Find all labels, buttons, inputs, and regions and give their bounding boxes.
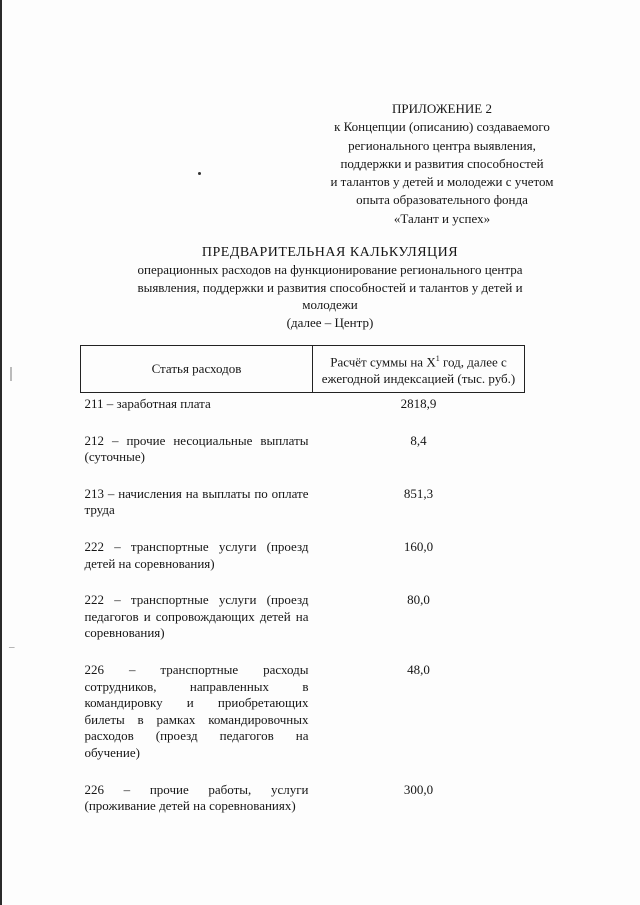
expense-value: 8,4 (410, 432, 427, 448)
column-header-sum (313, 346, 525, 393)
appendix-line: «Талант и успех» (393, 210, 491, 226)
row-spacer (81, 519, 525, 536)
appendix-line: опыта образовательного фонда (356, 192, 528, 208)
table-row (81, 589, 525, 642)
appendix-block (300, 100, 584, 228)
table-row (81, 430, 525, 466)
row-spacer (81, 642, 525, 659)
table-row (81, 483, 525, 519)
expense-item: 226 – прочие работы, услуги (проживание детей на соревнованиях) (84, 781, 309, 814)
appendix-label: ПРИЛОЖЕНИЕ 2 (392, 101, 492, 116)
row-spacer (81, 572, 525, 589)
margin-tick (10, 367, 12, 381)
row-spacer (81, 413, 525, 430)
expense-item: 222 – транспортные услуги (проезд педагогов и сопровождающих детей на соревнования) (84, 592, 309, 641)
appendix-line: поддержки и развития способностей (340, 155, 544, 171)
expense-item: 213 – начисления на выплаты по оплате труда (84, 485, 309, 518)
expense-item: 222 – транспортные услуги (проезд детей на соревнования) (84, 538, 309, 571)
document-heading (95, 244, 565, 331)
expense-item: 211 – заработная плата (81, 393, 313, 413)
expense-value: 2818,9 (313, 393, 525, 413)
expense-value: 851,3 (403, 485, 434, 501)
document-title: ПРЕДВАРИТЕЛЬНАЯ КАЛЬКУЛЯЦИЯ (201, 245, 459, 260)
table-row (81, 536, 525, 572)
expense-item: 212 – прочие несоциальные выплаты (суточные) (84, 432, 309, 465)
column-header-sum-suffix: год, далее с ежегодной индексацией (тыс. руб.) (321, 354, 516, 386)
row-spacer (81, 762, 525, 779)
expense-value: 160,0 (403, 538, 434, 554)
expense-value: 300,0 (403, 781, 434, 797)
table-row (81, 659, 525, 762)
column-header-sum-sup: 1 (435, 353, 440, 363)
stray-dot (198, 172, 201, 175)
heading-line: молодежи (302, 297, 358, 313)
column-header-sum-prefix: Расчёт суммы на X (330, 354, 436, 370)
row-spacer (81, 466, 525, 483)
scan-edge (0, 0, 2, 905)
column-header-item: Статья расходов (81, 346, 313, 393)
heading-line: (далее – Центр) (286, 314, 374, 330)
table-row (81, 779, 525, 815)
expense-value: 48,0 (407, 661, 430, 677)
heading-line: выявления, поддержки и развития способностей и талантов у детей и (137, 279, 523, 295)
margin-mark: – (9, 641, 15, 653)
table-row (81, 393, 525, 413)
expense-value: 80,0 (407, 592, 430, 608)
heading-line: операционных расходов на функционирование регионального центра (137, 262, 523, 278)
expense-item: 226 – транспортные расходы сотрудников, направленных в командировку и приобретающих билеты в рамках командировочных расходов (проезд педагогов на обучение) (84, 661, 309, 760)
calculation-table (80, 345, 525, 815)
table-header-row (81, 346, 525, 393)
appendix-line: и талантов у детей и молодежи с учетом (330, 174, 554, 190)
appendix-line: регионального центра выявления, (348, 137, 536, 153)
appendix-line: к Концепции (описанию) создаваемого (334, 119, 550, 135)
